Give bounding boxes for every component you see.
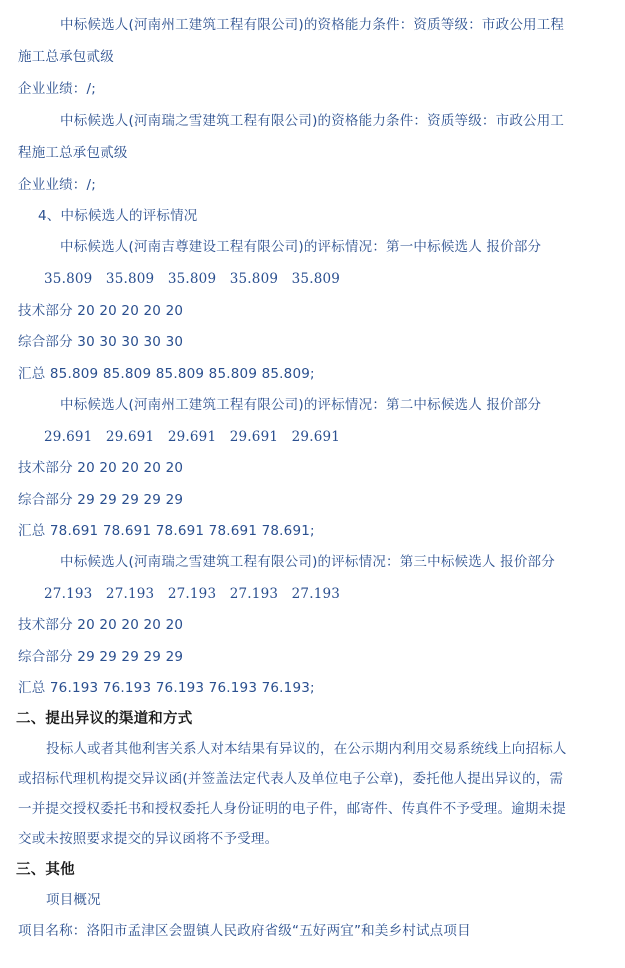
line-eval-first-tech: 技术部分 20 20 20 20 20 [18,303,184,319]
objection-paragraph-4: 交或未按照要求提交的异议函将不予受理。 [18,831,279,847]
line-eval-second-price: 29.691 29.691 29.691 29.691 29.691 [44,429,341,445]
line-eval-third-price: 27.193 27.193 27.193 27.193 27.193 [44,586,341,602]
objection-paragraph-2: 或招标代理机构提交异议函(并签盖法定代表人及单位电子公章)，委托他人提出异议的，需 [18,771,564,787]
project-name: 项目名称：洛阳市孟津区会盟镇人民政府省级“五好两宜”和美乡村试点项目 [18,923,471,939]
line-eval-first-price: 35.809 35.809 35.809 35.809 35.809 [44,271,341,287]
line-qualification-zhougong-cont: 施工总承包贰级 [18,49,114,65]
line-eval-third-tech: 技术部分 20 20 20 20 20 [18,617,184,633]
line-eval-first-total: 汇总 85.809 85.809 85.809 85.809 85.809; [18,366,315,382]
line-qualification-zhougong: 中标候选人(河南州工建筑工程有限公司)的资格能力条件：资质等级：市政公用工程 [60,17,565,33]
line-eval-second-tech: 技术部分 20 20 20 20 20 [18,460,184,476]
line-qualification-ruizhixue: 中标候选人(河南瑞之雪建筑工程有限公司)的资格能力条件：资质等级：市政公用工 [60,113,565,129]
project-overview-label: 项目概况 [46,892,101,908]
section-evaluation-title: 4、中标候选人的评标情况 [38,208,198,224]
line-eval-first: 中标候选人(河南吉尊建设工程有限公司)的评标情况：第一中标候选人 报价部分 [60,239,542,255]
line-eval-second-comp: 综合部分 29 29 29 29 29 [18,492,184,508]
section-other-heading: 三、其他 [16,862,75,878]
line-performance-1: 企业业绩：/; [18,81,96,97]
line-eval-third: 中标候选人(河南瑞之雪建筑工程有限公司)的评标情况：第三中标候选人 报价部分 [60,554,555,570]
line-eval-first-comp: 综合部分 30 30 30 30 30 [18,334,184,350]
objection-paragraph-3: 一并提交授权委托书和授权委托人身份证明的电子件，邮寄件、传真件不予受理。逾期未提 [18,801,566,817]
line-eval-second: 中标候选人(河南州工建筑工程有限公司)的评标情况：第二中标候选人 报价部分 [60,397,542,413]
objection-paragraph-1: 投标人或者其他利害关系人对本结果有异议的，在公示期内利用交易系统线上向招标人 [46,741,567,757]
line-eval-third-total: 汇总 76.193 76.193 76.193 76.193 76.193; [18,680,315,696]
line-qualification-ruizhixue-cont: 程施工总承包贰级 [18,145,128,161]
line-performance-2: 企业业绩：/; [18,177,96,193]
line-eval-second-total: 汇总 78.691 78.691 78.691 78.691 78.691; [18,523,315,539]
line-eval-third-comp: 综合部分 29 29 29 29 29 [18,649,184,665]
section-objection-heading: 二、提出异议的渠道和方式 [16,711,193,727]
